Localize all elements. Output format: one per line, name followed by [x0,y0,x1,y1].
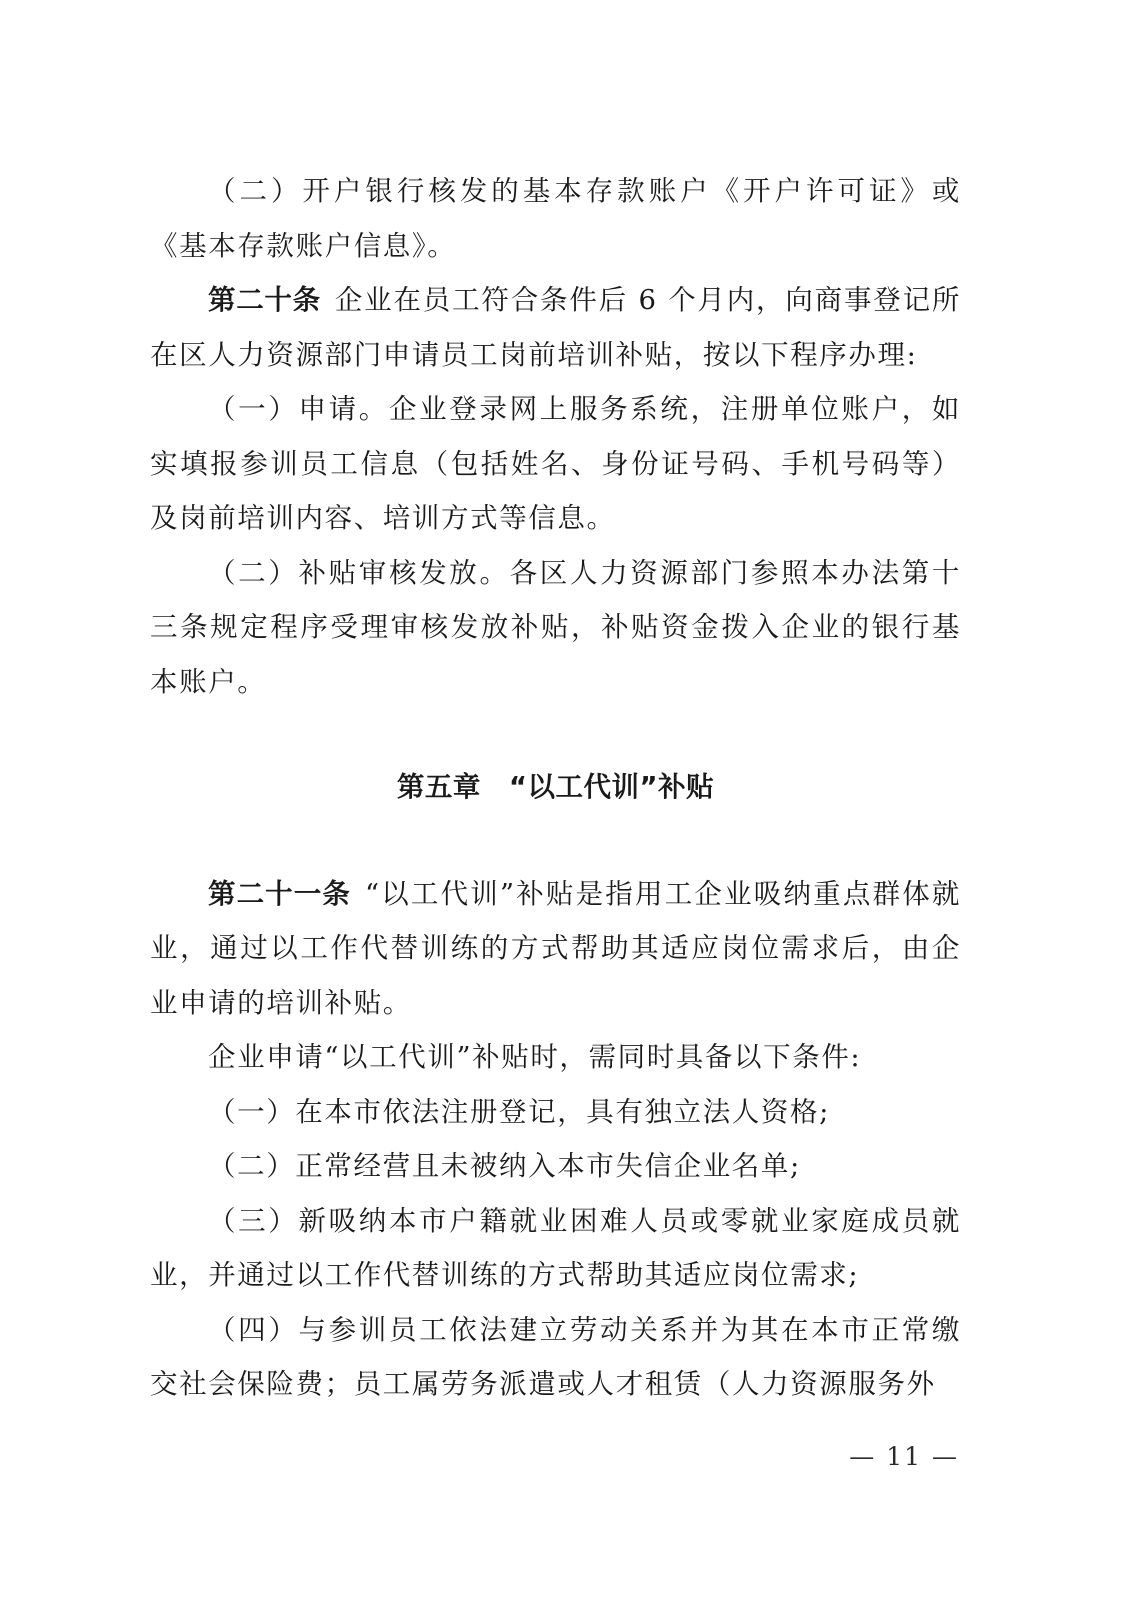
paragraph-text: （一）在本市依法注册登记，具有独立法人资格; [208,1095,830,1128]
condition-item-3 [150,1194,961,1303]
paragraph-text: （三）新吸纳本市户籍就业困难人员或零就业家庭成员就业，并通过以工作代替训练的方式帮助其适应岗位需求; [150,1204,961,1291]
paragraph-text: （二）正常经营且未被纳入本市失信企业名单; [208,1150,801,1182]
article-number: 第二十一条 [208,877,351,910]
paragraph-text: （四）与参训员工依法建立劳动关系并为其在本市正常缴交社会保险费；员工属劳务派遣或人才租赁（人力资源服务外 [150,1313,961,1400]
article-21-paragraph [150,867,961,1031]
conditions-intro-paragraph [150,1030,961,1085]
paragraph-text: （一）申请。企业登录网上服务系统，注册单位账户，如实填报参训员工信息（包括姓名、身份证号码、手机号码等）及岗前培训内容、培训方式等信息。 [150,393,961,534]
condition-item-2 [150,1139,961,1194]
page-body [150,164,961,1412]
condition-item-4 [150,1303,961,1412]
paragraph-text: （二）开户银行核发的基本存款账户《开户许可证》或《基本存款账户信息》。 [150,175,961,262]
paragraph-text: 企业在员工符合条件后 6 个月内，向商事登记所在区人力资源部门申请员工岗前培训补贴，按以下程序办理: [150,284,962,371]
chapter-title: 第五章 “以工代训”补贴 [396,771,715,803]
paragraph-item-2-documents [150,164,961,273]
procedure-step-1-paragraph [150,382,961,546]
article-number: 第二十条 [208,284,321,316]
paragraph-text: （二）补贴审核发放。各区人力资源部门参照本办法第十三条规定程序受理审核发放补贴，补贴资金拨入企业的银行基本账户。 [150,556,961,698]
paragraph-text: “以工代训”补贴是指用工企业吸纳重点群体就业，通过以工作代替训练的方式帮助其适应岗位需求后，由企业申请的培训补贴。 [150,877,962,1019]
paragraph-text: 企业申请“以工代训”补贴时，需同时具备以下条件: [208,1041,862,1073]
procedure-step-2-paragraph [150,546,961,710]
article-20-paragraph [150,273,961,382]
condition-item-1 [150,1085,961,1140]
page-number: — 11 — [849,1442,959,1471]
